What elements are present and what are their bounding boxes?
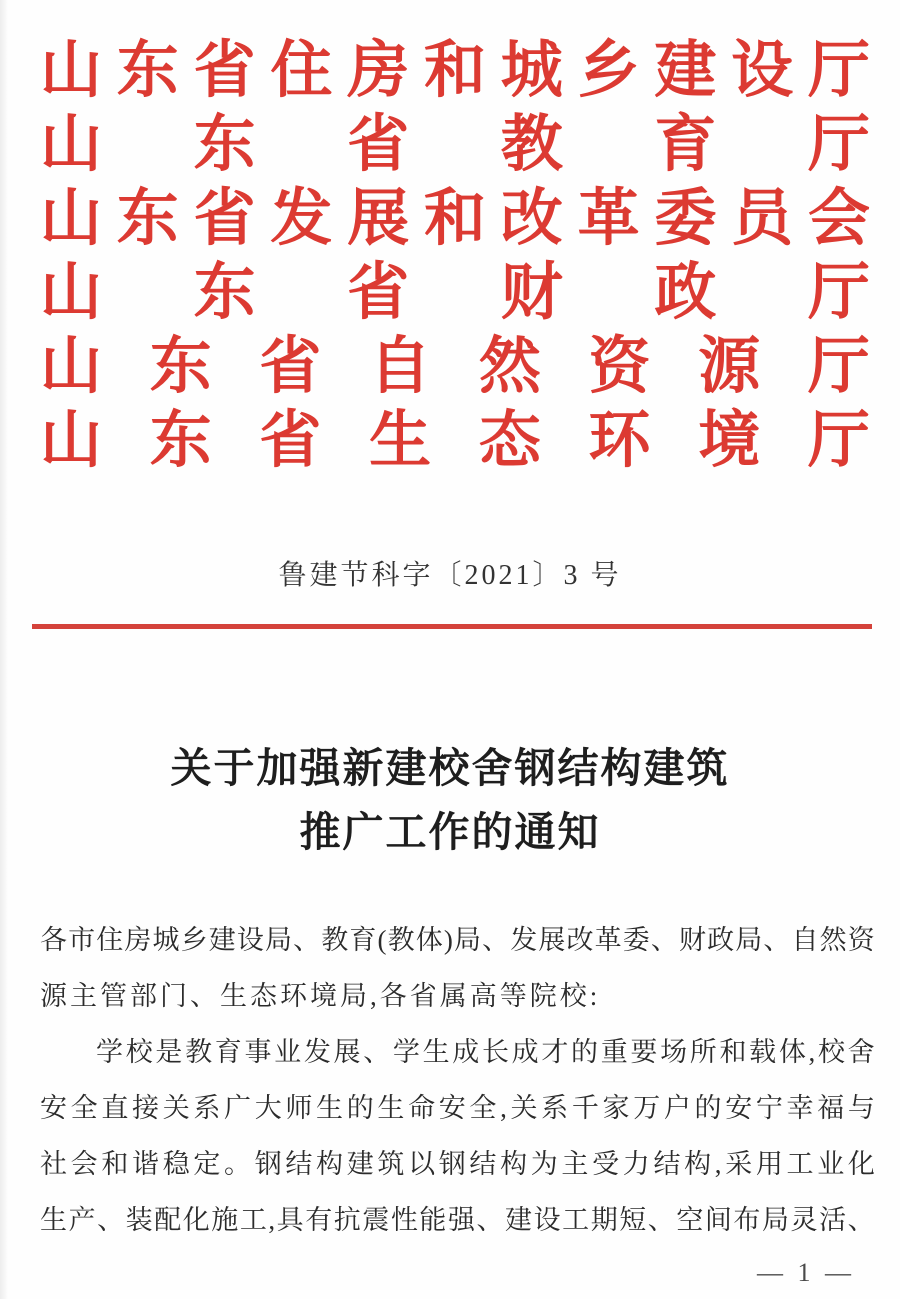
document-title-line: 推广工作的通知 (299, 809, 601, 855)
body-line-paragraph: 安 全 直 接 关 系 广 大 师 生 的 生 命 安 全 , 关 系 千 家 万 户 的 安 宁 幸 福 与 (40, 1093, 875, 1123)
department-name-line: 山 东 省 发 展 和 改 革 委 员 会 (40, 185, 870, 253)
body-line-salutation: 各 市 住 房 城 乡 建 设 局 、 教 育 ( 教 体 ) 局 、 发 展 改 革 委 、 财 政 局 、 自 然 资 (40, 925, 875, 955)
document-title-line: 关于加强新建校舍钢结构建筑 (170, 745, 730, 791)
department-name-line: 山 东 省 财 政 厅 (40, 259, 870, 327)
body-line-salutation: 源主管部门、生态环境局,各省属高等院校: (40, 981, 601, 1011)
document-number: 鲁建节科字〔2021〕3 号 (278, 560, 622, 591)
document-title (0, 736, 900, 864)
department-name-line: 山 东 省 教 育 厅 (40, 111, 870, 179)
letterhead (40, 34, 870, 478)
document-body (40, 912, 875, 1248)
department-name-line: 山 东 省 自 然 资 源 厅 (40, 333, 870, 401)
body-line-paragraph: 社 会 和 谐 稳 定 。 钢 结 构 建 筑 以 钢 结 构 为 主 受 力 结 构 , 采 用 工 业 化 (40, 1149, 875, 1179)
department-name-line: 山 东 省 住 房 和 城 乡 建 设 厅 (40, 37, 870, 105)
body-line-paragraph: 生 产 、 装 配 化 施 工 , 具 有 抗 震 性 能 强 、 建 设 工 期 短 、 空 间 布 局 灵 活 、 (40, 1205, 875, 1235)
department-name-line: 山 东 省 生 态 环 境 厅 (40, 407, 870, 475)
body-line-paragraph: 学 校 是 教 育 事 业 发 展 、 学 生 成 长 成 才 的 重 要 场 所 和 载 体 , 校 舍 (96, 1037, 875, 1067)
page-number: — 1 — (757, 1258, 855, 1287)
red-divider-rule (32, 624, 872, 629)
